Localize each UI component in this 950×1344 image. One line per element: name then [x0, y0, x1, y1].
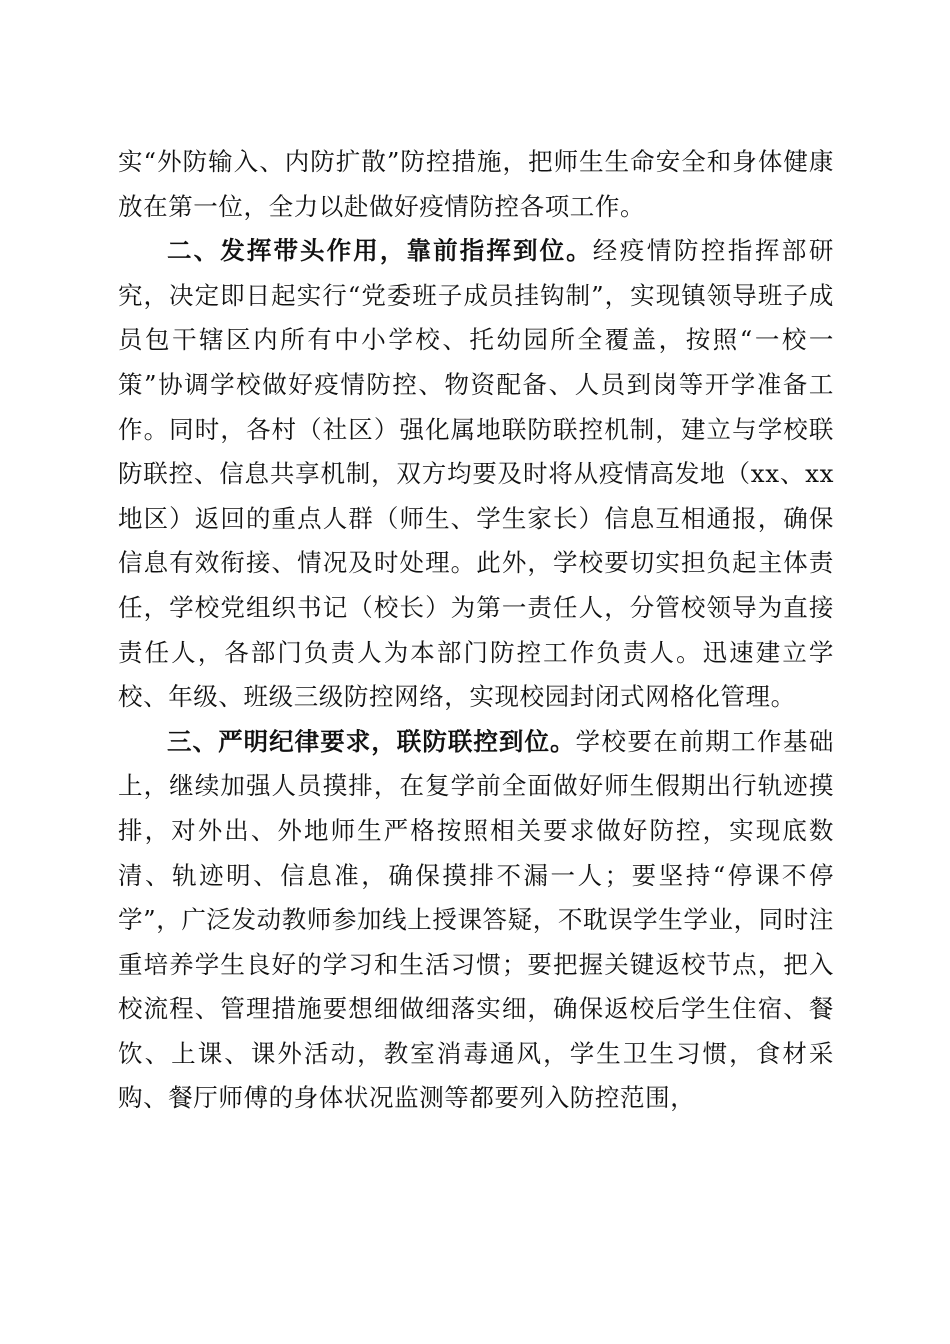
document-body	[118, 140, 834, 1121]
paragraph-continued	[118, 140, 834, 229]
section-heading: 三、严明纪律要求，联防联控到位。	[167, 726, 576, 756]
paragraph-text: 实“外防输入、内防扩散”防控措施，把师生生命安全和身体健康放在第一位，全力以赴做好疫情防控各项工作。	[118, 147, 834, 221]
paragraph-section-three	[118, 720, 834, 1121]
paragraph-section-two	[118, 229, 834, 720]
section-heading: 二、发挥带头作用，靠前指挥到位。	[167, 236, 593, 266]
paragraph-text: 经疫情防控指挥部研究，决定即日起实行“党委班子成员挂钩制”，实现镇领导班子成员包干辖区内所有中小学校、托幼园所全覆盖，按照“一校一策”协调学校做好疫情防控、物资配备、人员到岗等开学准备工作。同时，各村（社区）强化属地联防联控机制，建立与学校联防联控、信息共享机制，双方均要及时将从疫情高发地（xx、xx地区）返回的重点人群（师生、学生家长）信息互相通报，确保信息有效衔接、情况及时处理。此外，学校要切实担负起主体责任，学校党组织书记（校长）为第一责任人，分管校领导为直接责任人，各部门负责人为本部门防控工作负责人。迅速建立学校、年级、班级三级防控网络，实现校园封闭式网格化管理。	[118, 236, 834, 712]
paragraph-text: 学校要在前期工作基础上，继续加强人员摸排，在复学前全面做好师生假期出行轨迹摸排，对外出、外地师生严格按照相关要求做好防控，实现底数清、轨迹明、信息准，确保摸排不漏一人；要坚持“停课不停学”，广泛发动教师参加线上授课答疑，不耽误学生学业，同时注重培养学生良好的学习和生活习惯；要把握关键返校节点，把入校流程、管理措施要想细做细落实细，确保返校后学生住宿、餐饮、上课、课外活动，教室消毒通风，学生卫生习惯，食材采购、餐厅师傅的身体状况监测等都要列入防控范围，	[118, 726, 835, 1113]
